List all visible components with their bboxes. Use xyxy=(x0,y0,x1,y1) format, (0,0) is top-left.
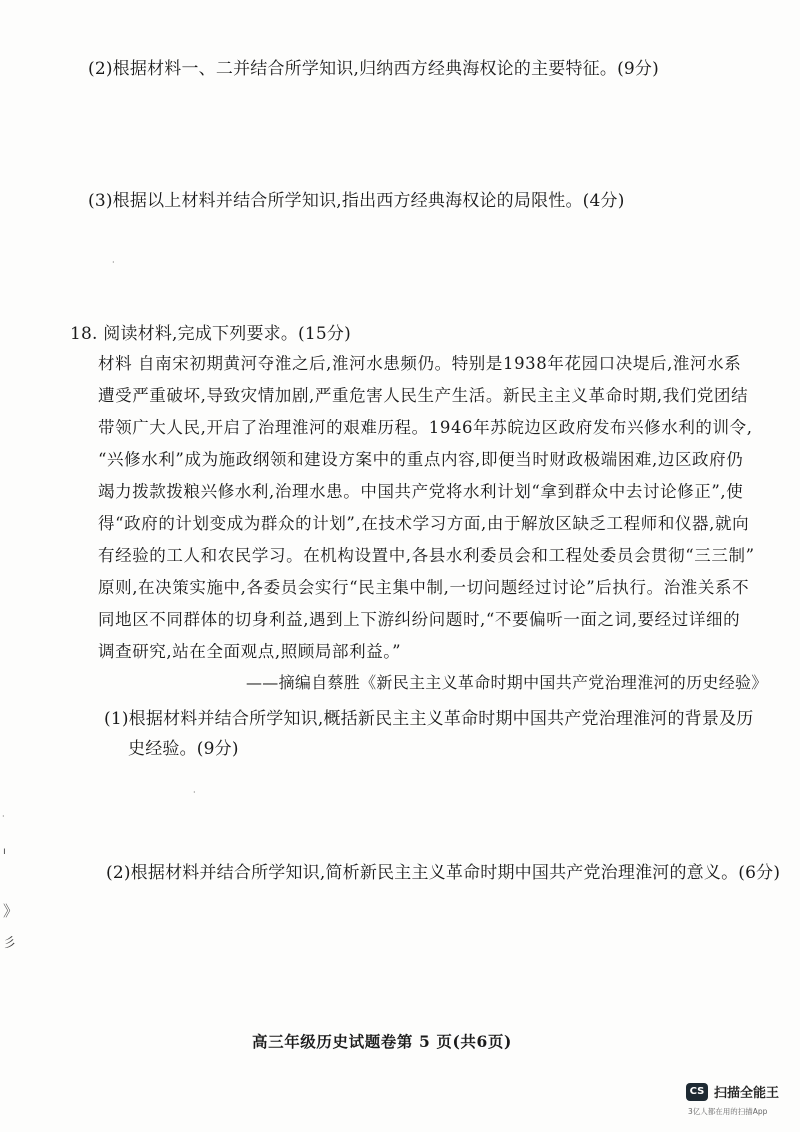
material-line: 调查研究,站在全面观点,照顾局部利益。” xyxy=(98,642,402,661)
question-17-2: (2)根据材料一、二并结合所学知识,归纳西方经典海权论的主要特征。(9分) xyxy=(88,59,659,79)
material-line: 遭受严重破坏,导致灾情加剧,严重危害人民生产生活。新民主主义革命时期,我们党团结 xyxy=(98,386,749,405)
camscanner-logo-icon: CS xyxy=(686,1083,708,1101)
camscanner-name: 扫描全能王 xyxy=(714,1086,780,1101)
material-line: 有经验的工人和农民学习。在机构设置中,各县水利委员会和工程处委员会贯彻“三三制” xyxy=(98,546,755,565)
question-18-2: (2)根据材料并结合所学知识,简析新民主主义革命时期中国共产党治理淮河的意义。(6分) xyxy=(106,863,781,883)
material-source: ——摘编自蔡胜《新民主主义革命时期中国共产党治理淮河的历史经验》 xyxy=(246,673,768,692)
question-18-1: (1)根据材料并结合所学知识,概括新民主主义革命时期中国共产党治理淮河的背景及历 xyxy=(104,709,754,729)
scan-mark: 彡 xyxy=(3,936,17,951)
material-line: 同地区不同群体的切身利益,遇到上下游纠纷问题时,“不要偏听一面之词,要经过详细的 xyxy=(98,610,741,629)
question-18-1-continued: 史经验。(9分) xyxy=(128,739,239,759)
camscanner-watermark xyxy=(686,1082,779,1101)
question-17-3: (3)根据以上材料并结合所学知识,指出西方经典海权论的局限性。(4分) xyxy=(88,191,625,211)
scan-speck: · xyxy=(112,258,115,267)
material-line: 带领广大人民,开启了治理淮河的艰难历程。1946年苏皖边区政府发布兴修水利的训令, xyxy=(98,418,753,437)
material-line: 原则,在决策实施中,各委员会实行“民主集中制,一切问题经过讨论”后执行。治淮关系不 xyxy=(98,578,750,597)
material-line: 竭力拨款拨粮兴修水利,治理水患。中国共产党将水利计划“拿到群众中去讨论修正”,使 xyxy=(98,482,744,501)
scan-mark: ı xyxy=(3,846,6,857)
question-18-heading: 18. 阅读材料,完成下列要求。(15分) xyxy=(70,324,351,344)
material-line: 得“政府的计划变成为群众的计划”,在技术学习方面,由于解放区缺乏工程师和仪器,就向 xyxy=(98,514,750,533)
scan-speck: · xyxy=(2,812,5,821)
scan-mark: 》 xyxy=(3,902,19,920)
camscanner-tagline: 3亿人都在用的扫描App xyxy=(688,1107,768,1116)
page-footer: 高三年级历史试题卷第 5 页(共6页) xyxy=(252,1032,512,1051)
material-line: “兴修水利”成为施政纲领和建设方案中的重点内容,即便当时财政极端困难,边区政府仍 xyxy=(98,450,744,469)
scan-speck: · xyxy=(193,788,196,797)
material-line: 材料 自南宋初期黄河夺淮之后,淮河水患频仍。特别是1938年花园口决堤后,淮河水系 xyxy=(98,354,742,373)
